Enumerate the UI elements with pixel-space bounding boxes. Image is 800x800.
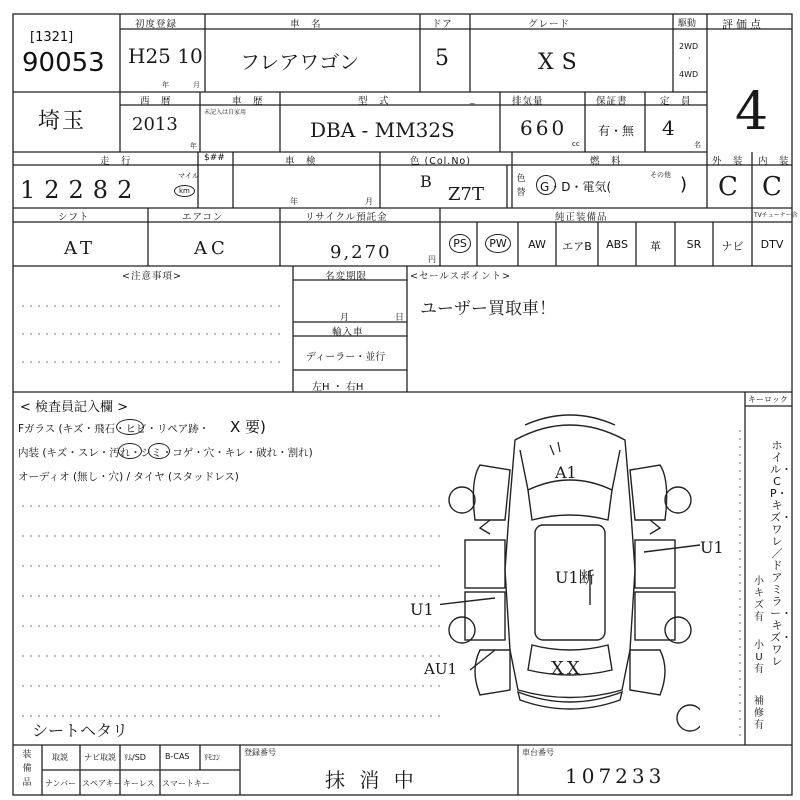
title-change-month: 月 (340, 313, 350, 323)
inspector-line1-mark: X 要) (230, 418, 266, 436)
history-note: 未記入は自家用 (204, 109, 247, 116)
equip-dtv: DTV (760, 238, 784, 251)
inspector-line2: 内装 (キズ・スレ・汚れ・シミ・コゲ・穴・キレ・破れ・割れ) (18, 447, 313, 459)
reg-year-unit: 年 (162, 81, 169, 89)
score-label: 評価点 (722, 18, 764, 31)
shift-label: シフト (58, 212, 90, 223)
year-label: 西 暦 (140, 96, 172, 107)
repaint-label: 色替 (516, 174, 526, 198)
reg-label: 初度登録 (135, 19, 178, 30)
drive-4wd: 4WD (679, 70, 699, 79)
color-value: B (420, 172, 432, 191)
import-steering: 左H ・ 右H (312, 382, 364, 393)
capacity-label: 定 員 (660, 96, 692, 107)
mileage-unit-text: km (179, 187, 190, 195)
equip-ps (444, 234, 476, 253)
bottom-item-spare-key: スペアキー (82, 779, 122, 788)
equip-aw: AW (528, 238, 546, 251)
equipment-label: 純正装備品 (555, 212, 608, 223)
recycle-value: 9,270 (330, 242, 392, 263)
equip-sunroof: SR (686, 238, 702, 251)
mileage-unit (174, 185, 195, 197)
reg-number-label: 登録番号 (244, 748, 276, 757)
car-name-label: 車 名 (290, 19, 322, 30)
import-label: 輸入車 (332, 327, 364, 338)
equip-abs: ABS (606, 238, 628, 251)
inspector-line3: オーディオ (無し・穴) / タイヤ (スタッドレス) (18, 471, 239, 483)
inspection-month-unit: 月 (365, 197, 373, 206)
bottom-item-manual: 取説 (52, 753, 68, 762)
equip-pw-circle (485, 234, 511, 253)
inspector-line1: Fガラス (キズ・飛石・ヒビ・リペア跡・ (18, 423, 210, 435)
mark-u1-center: U1断 (555, 568, 595, 587)
warranty-value: 有・無 (598, 124, 635, 138)
doors-value: 5 (435, 46, 449, 71)
fuel-options: G・D・電気( (540, 180, 612, 194)
keylock-label: キーロック (748, 395, 788, 404)
equip-airbag: エアB (562, 240, 592, 253)
items-label: 装備品 (22, 750, 32, 788)
interior-value: C (762, 172, 782, 202)
history-label: 車 歴 (232, 96, 264, 107)
fuel-other: その他 (650, 171, 671, 179)
inspection-year-unit: 年 (290, 197, 298, 206)
bottom-item-navi-manual: ナビ取説 (84, 753, 116, 762)
model-dash: _ (470, 95, 475, 105)
lot-number: 90053 (22, 48, 105, 78)
stain-circle (118, 443, 142, 459)
displacement-unit: cc (572, 140, 580, 148)
color-label: 色 (Col.No) (410, 156, 471, 167)
chassis-value: 107233 (565, 764, 666, 788)
bottom-item-smart-key: スマートキー (162, 779, 210, 788)
bottom-item-remote: ﾘﾓｺﾝ (204, 753, 220, 762)
reg-number-value: 抹 消 中 (325, 768, 418, 792)
import-dealer: ディーラー・並行 (306, 352, 386, 363)
grade-value: XS (538, 50, 585, 75)
prefecture: 埼玉 (38, 109, 87, 134)
car-name-value: フレアワゴン (240, 50, 360, 74)
bottom-item-sd: ﾘﾑ/SD (124, 753, 146, 762)
ac-label: エアコン (182, 212, 224, 223)
equip-leather: 革 (650, 240, 661, 253)
mileage-label: 走 行 (100, 156, 132, 167)
recycle-label: リサイクル預託金 (305, 212, 388, 223)
keylock-small-2: 小U有 (754, 640, 764, 675)
mark-u1-right: U1 (700, 538, 724, 557)
score-value: 4 (735, 82, 769, 142)
capacity-value: 4 (662, 116, 675, 140)
mark-xx: XX (551, 658, 583, 679)
chip-circle (116, 419, 144, 435)
inspection-label: 車 検 (285, 156, 317, 167)
color-code: Z7T (448, 184, 484, 205)
equip-navi: ナビ (721, 240, 744, 253)
title-change-label: 名変期限 (325, 271, 368, 282)
recycle-unit: 円 (428, 255, 436, 264)
fuel-label: 燃 料 (590, 156, 622, 167)
doors-label: ドア (432, 19, 453, 30)
keylock-small-1: 小キズ有 (754, 576, 764, 623)
equip-pw-text: PW (489, 237, 507, 250)
displacement-value: 660 (520, 116, 568, 140)
year-unit: 年 (190, 142, 197, 150)
keylock-vertical-text: ホイル・CP・キズ・ワレ／ドアミラー・キズ・ワレ (770, 439, 792, 668)
mileage-value: 12282 (20, 176, 142, 204)
sales-point-value: ユーザー買取車！ (420, 299, 556, 319)
mark-u1-left: U1 (410, 600, 434, 619)
grade-label: グレード (528, 19, 571, 30)
equip-pw (480, 234, 516, 253)
bottom-item-keyless: キーレス (123, 779, 155, 788)
equip-ps-text: PS (453, 237, 467, 250)
reg-value: H25 10 (128, 44, 203, 68)
drive-2wd: 2WD (679, 42, 699, 51)
shift-value: AT (64, 238, 97, 259)
capacity-unit: 名 (694, 141, 701, 149)
exterior-value: C (718, 172, 738, 202)
drive-label: 駆動 (678, 19, 697, 29)
odometer-label: $## (204, 153, 225, 163)
ac-value: AC (194, 238, 229, 259)
warranty-label: 保証書 (596, 96, 628, 107)
notes-label: <注意事項> (122, 271, 182, 282)
displacement-label: 排気量 (512, 96, 544, 107)
interior-label: 内 装 (758, 156, 790, 167)
drive-dot: · (688, 54, 691, 63)
chassis-label: 車台番号 (522, 748, 554, 757)
fuel-paren: ) (680, 174, 689, 195)
exterior-label: 外 装 (712, 156, 744, 167)
inspector-footer-note: シートヘタリ (32, 721, 129, 740)
reg-month-unit: 月 (193, 81, 200, 89)
model-label: 型 式 (358, 96, 390, 107)
equip-ps-circle (449, 234, 471, 253)
model-value: DBA - MM32S (310, 118, 455, 142)
inspector-title: < 検査員記入欄 > (20, 400, 129, 415)
bottom-item-plate: ナンバー (45, 779, 77, 788)
mileage-unit-top: マイル (178, 172, 199, 180)
mark-a1: A1 (555, 463, 577, 482)
keylock-small-3: 補修有 (754, 696, 764, 731)
year-value: 2013 (132, 114, 178, 135)
fuel-g-circle (536, 175, 556, 195)
spot-circle (148, 443, 170, 459)
sales-point-label: <セールスポイント> (410, 271, 512, 282)
bottom-item-bcas: B-CAS (165, 752, 190, 761)
lot-code: [1321] (30, 30, 74, 45)
tuner-label: TVチューナー含 (754, 212, 798, 219)
mark-au1: AU1 (424, 660, 458, 678)
title-change-day: 日 (395, 313, 405, 323)
mileage-unit-circle (174, 185, 195, 197)
